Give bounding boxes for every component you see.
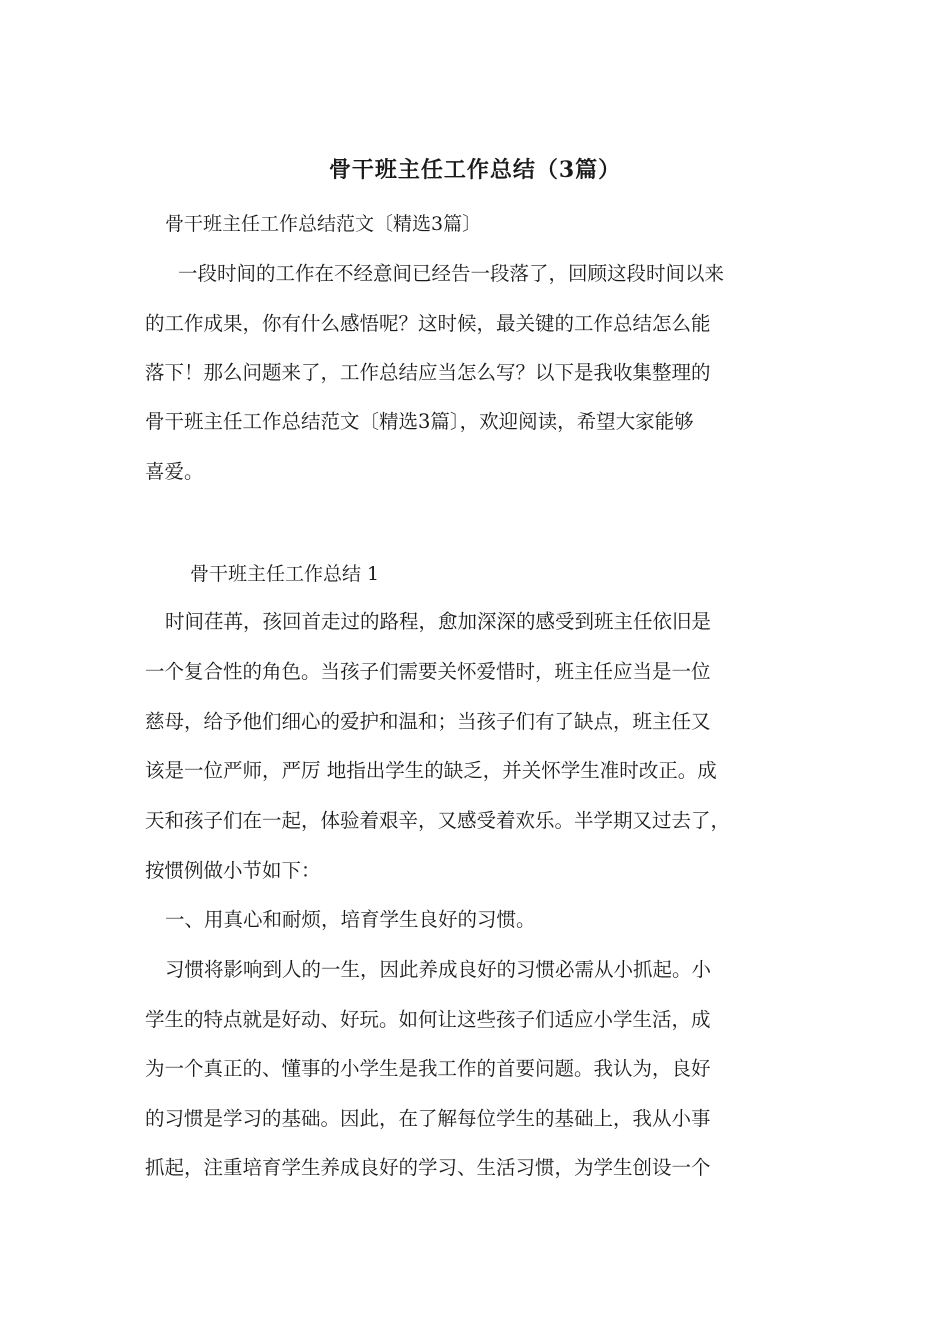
section-line-5: 天和孩子们在一起，体验着艰辛，又感受着欢乐。半学期又过去了， bbox=[145, 809, 731, 832]
point-line-3: 为一个真正的、懂事的小学生是我工作的首要问题。我认为，良好 bbox=[145, 1057, 711, 1080]
section-heading: 骨干班主任工作总结 1 bbox=[190, 563, 380, 585]
section-line-4: 该是一位严师，严厉 地指出学生的缺乏，并关怀学生准时改正。成 bbox=[145, 759, 717, 782]
point-line-5: 抓起，注重培育学生养成良好的学习、生活习惯，为学生创设一个 bbox=[145, 1156, 711, 1179]
intro-line-4: 骨干班主任工作总结范文〔精选3篇〕，欢迎阅读，希望大家能够 bbox=[145, 410, 694, 433]
point-line-4: 的习惯是学习的基础。因此，在了解每位学生的基础上，我从小事 bbox=[145, 1107, 711, 1130]
section-line-3: 慈母，给予他们细心的爱护和温和；当孩子们有了缺点，班主任又 bbox=[145, 710, 711, 733]
intro-line-5: 喜爱。 bbox=[145, 460, 204, 483]
section-line-6: 按惯例做小节如下： bbox=[145, 859, 321, 882]
intro-line-2: 的工作成果，你有什么感悟呢？这时候，最关键的工作总结怎么能 bbox=[145, 312, 711, 335]
intro-line-1: 一段时间的工作在不经意间已经告一段落了，回顾这段时间以来 bbox=[178, 262, 725, 285]
point-heading: 一、用真心和耐烦，培育学生良好的习惯。 bbox=[165, 908, 536, 931]
document-subtitle: 骨干班主任工作总结范文〔精选3篇〕 bbox=[165, 213, 482, 235]
intro-line-3: 落下！那么问题来了，工作总结应当怎么写？以下是我收集整理的 bbox=[145, 361, 711, 384]
section-line-1: 时间荏苒，孩回首走过的路程，愈加深深的感受到班主任依旧是 bbox=[165, 610, 712, 633]
point-line-1: 习惯将影响到人的一生，因此养成良好的习惯必需从小抓起。小 bbox=[165, 958, 712, 981]
document-title: 骨干班主任工作总结（3篇） bbox=[328, 157, 622, 183]
point-line-2: 学生的特点就是好动、好玩。如何让这些孩子们适应小学生活，成 bbox=[145, 1008, 711, 1031]
section-line-2: 一个复合性的角色。当孩子们需要关怀爱惜时，班主任应当是一位 bbox=[145, 660, 711, 683]
